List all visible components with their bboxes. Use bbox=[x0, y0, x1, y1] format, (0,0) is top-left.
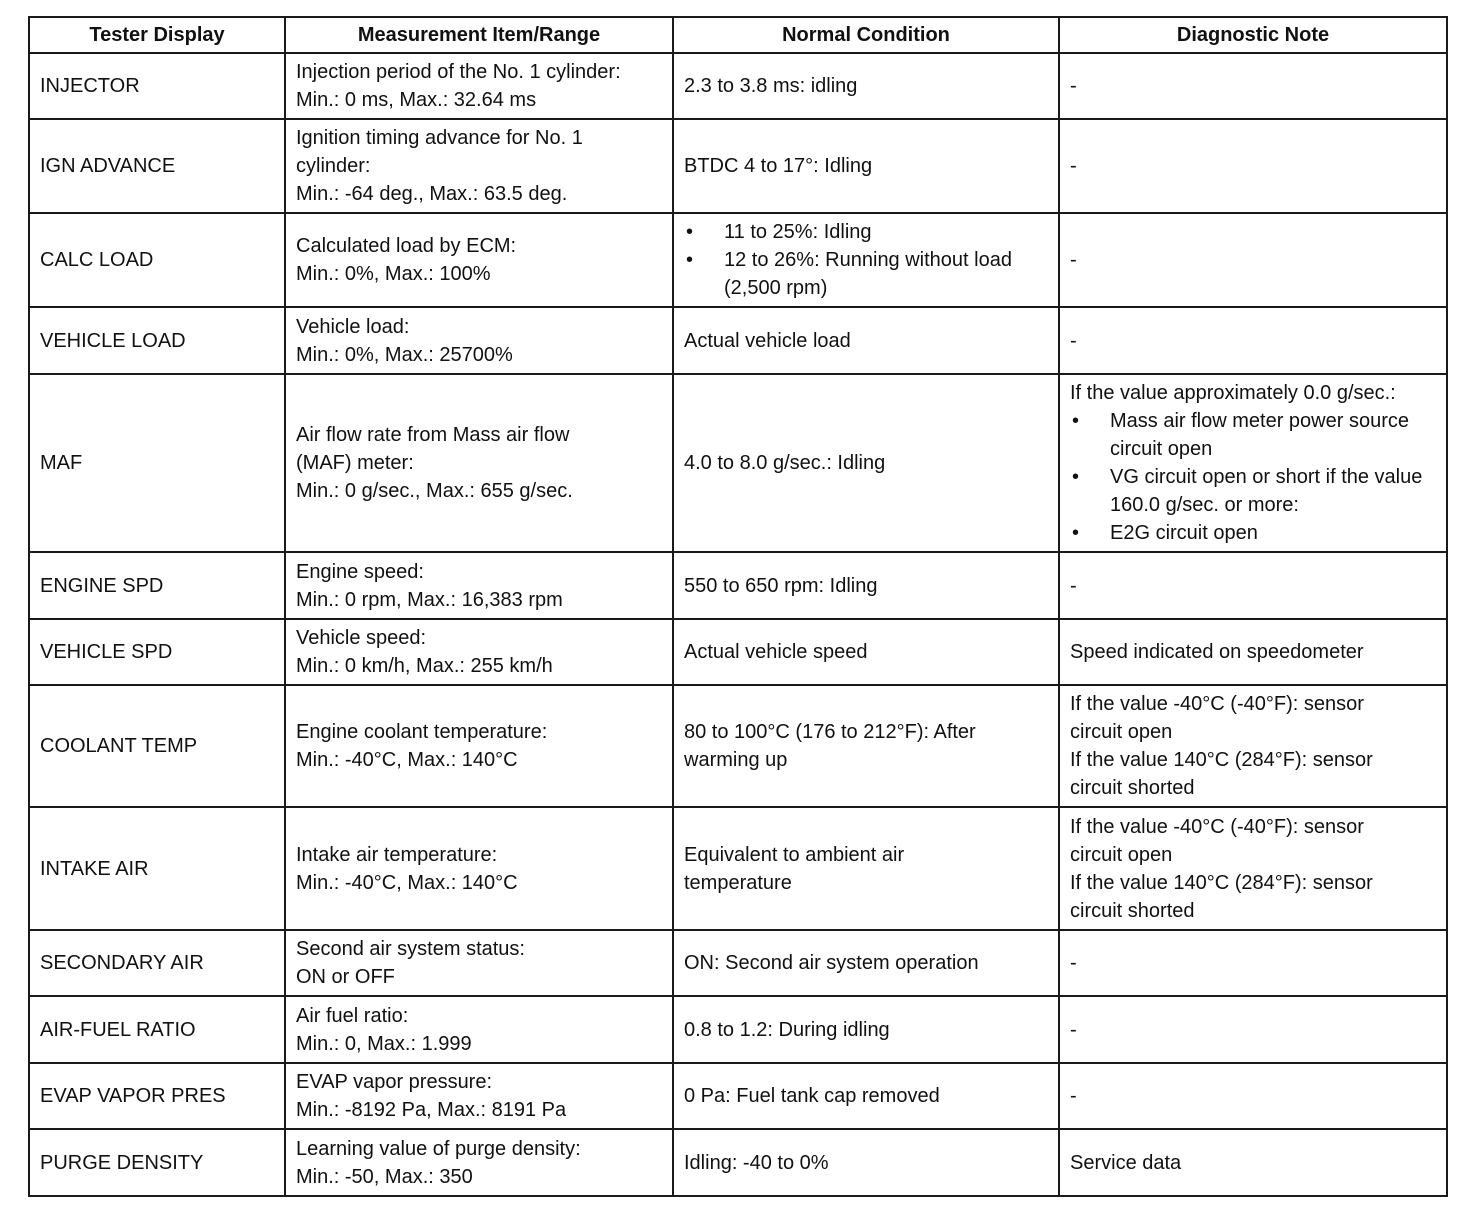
data-list-table bbox=[28, 16, 1448, 1197]
table-row bbox=[29, 552, 1447, 619]
cell-measurement-item bbox=[285, 1129, 673, 1196]
table-row bbox=[29, 1063, 1447, 1129]
cell-normal-condition bbox=[673, 307, 1059, 374]
cell-measurement-item bbox=[285, 807, 673, 930]
measurement-line: Min.: 0 ms, Max.: 32.64 ms bbox=[296, 89, 537, 111]
cell-measurement-item bbox=[285, 374, 673, 552]
measurement-line: Min.: 0 rpm, Max.: 16,383 rpm bbox=[296, 588, 563, 611]
cell-diagnostic-note bbox=[1059, 807, 1447, 930]
cell-normal-condition bbox=[673, 807, 1059, 930]
diagnostic-note-line: - bbox=[1070, 329, 1077, 352]
measurement-line: Learning value of purge density: bbox=[296, 1137, 581, 1160]
diagnostic-note-line: - bbox=[1070, 249, 1077, 271]
bullet-icon: • bbox=[1072, 466, 1080, 488]
normal-condition-line: Equivalent to ambient air bbox=[684, 843, 905, 866]
table-row bbox=[29, 213, 1447, 307]
diagnostic-note-bullet-text: Mass air flow meter power source circuit open bbox=[1110, 410, 1409, 460]
cell-tester-display: INJECTOR bbox=[29, 53, 285, 119]
cell-normal-condition bbox=[673, 619, 1059, 685]
cell-diagnostic-note bbox=[1059, 213, 1447, 307]
measurement-line: Vehicle load: bbox=[296, 315, 410, 338]
measurement-line: Calculated load by ECM: bbox=[296, 235, 517, 257]
diagnostic-note-line: Service data bbox=[1070, 1151, 1182, 1174]
cell-normal-condition bbox=[673, 1129, 1059, 1196]
normal-condition-bullet-item bbox=[684, 246, 1048, 302]
normal-condition-line: ON: Second air system operation bbox=[684, 952, 979, 974]
header-normal-condition: Normal Condition bbox=[673, 17, 1059, 53]
table-row bbox=[29, 1129, 1447, 1196]
cell-measurement-item bbox=[285, 930, 673, 996]
cell-measurement-item bbox=[285, 996, 673, 1063]
cell-normal-condition bbox=[673, 53, 1059, 119]
cell-diagnostic-note bbox=[1059, 53, 1447, 119]
normal-condition-line: temperature bbox=[684, 871, 792, 894]
diagnostic-note-line: If the value -40°C (-40°F): sensor bbox=[1070, 693, 1364, 715]
measurement-line: cylinder: bbox=[296, 155, 371, 177]
bullet-icon: • bbox=[686, 221, 694, 243]
diagnostic-note-line: circuit open bbox=[1070, 721, 1173, 743]
diagnostic-note-line: If the value -40°C (-40°F): sensor bbox=[1070, 815, 1364, 838]
measurement-line: Injection period of the No. 1 cylinder: bbox=[296, 61, 621, 83]
table-row bbox=[29, 307, 1447, 374]
cell-normal-condition bbox=[673, 552, 1059, 619]
table-row bbox=[29, 807, 1447, 930]
normal-condition-line: warming up bbox=[684, 749, 788, 771]
diagnostic-note-bullet-list bbox=[1070, 407, 1442, 547]
cell-tester-display: PURGE DENSITY bbox=[29, 1129, 285, 1196]
cell-measurement-item bbox=[285, 619, 673, 685]
cell-normal-condition bbox=[673, 119, 1059, 213]
normal-condition-line: 2.3 to 3.8 ms: idling bbox=[684, 75, 858, 97]
cell-tester-display: MAF bbox=[29, 374, 285, 552]
measurement-line: ON or OFF bbox=[296, 966, 395, 988]
diagnostic-note-line: - bbox=[1070, 574, 1077, 597]
diagnostic-note-line: Speed indicated on speedometer bbox=[1070, 641, 1364, 663]
diagnostic-note-line: circuit shorted bbox=[1070, 899, 1195, 922]
cell-normal-condition bbox=[673, 685, 1059, 807]
measurement-line: Air flow rate from Mass air flow bbox=[296, 424, 570, 446]
header-diagnostic-note: Diagnostic Note bbox=[1059, 17, 1447, 53]
diagnostic-note-line: If the value 140°C (284°F): sensor bbox=[1070, 871, 1373, 894]
cell-measurement-item bbox=[285, 685, 673, 807]
table-row bbox=[29, 53, 1447, 119]
cell-diagnostic-note bbox=[1059, 996, 1447, 1063]
header-tester-display: Tester Display bbox=[29, 17, 285, 53]
measurement-line: Min.: -8192 Pa, Max.: 8191 Pa bbox=[296, 1099, 567, 1121]
measurement-line: Min.: 0, Max.: 1.999 bbox=[296, 1032, 472, 1055]
diagnostic-note-line: - bbox=[1070, 155, 1077, 177]
diagnostic-note-line: - bbox=[1070, 952, 1077, 974]
measurement-line: Vehicle speed: bbox=[296, 627, 427, 649]
measurement-line: Min.: 0 km/h, Max.: 255 km/h bbox=[296, 655, 553, 677]
cell-tester-display: CALC LOAD bbox=[29, 213, 285, 307]
diagnostic-note-bullet-text: E2G circuit open bbox=[1110, 522, 1258, 544]
table-row bbox=[29, 619, 1447, 685]
measurement-line: Min.: 0%, Max.: 25700% bbox=[296, 343, 513, 366]
normal-condition-line: BTDC 4 to 17°: Idling bbox=[684, 155, 873, 177]
cell-measurement-item bbox=[285, 53, 673, 119]
measurement-line: Air fuel ratio: bbox=[296, 1004, 409, 1027]
cell-tester-display: IGN ADVANCE bbox=[29, 119, 285, 213]
cell-normal-condition bbox=[673, 996, 1059, 1063]
diagnostic-note-bullet-text: VG circuit open or short if the value 160.0 g/sec. or more: bbox=[1110, 466, 1423, 516]
diagnostic-note-bullet-item bbox=[1070, 407, 1442, 463]
measurement-line: Min.: 0 g/sec., Max.: 655 g/sec. bbox=[296, 480, 573, 502]
normal-condition-line: Actual vehicle load bbox=[684, 329, 851, 352]
cell-diagnostic-note bbox=[1059, 374, 1447, 552]
normal-condition-line: Actual vehicle speed bbox=[684, 641, 868, 663]
cell-diagnostic-note bbox=[1059, 1129, 1447, 1196]
cell-measurement-item bbox=[285, 119, 673, 213]
measurement-line: Min.: -50, Max.: 350 bbox=[296, 1165, 473, 1188]
diagnostic-note-line: circuit shorted bbox=[1070, 777, 1195, 799]
measurement-line: Min.: 0%, Max.: 100% bbox=[296, 263, 491, 285]
cell-tester-display: EVAP VAPOR PRES bbox=[29, 1063, 285, 1129]
cell-measurement-item bbox=[285, 307, 673, 374]
cell-diagnostic-note bbox=[1059, 552, 1447, 619]
bullet-icon: • bbox=[1072, 522, 1080, 544]
measurement-line: Second air system status: bbox=[296, 938, 525, 960]
cell-normal-condition bbox=[673, 213, 1059, 307]
normal-condition-line: Idling: -40 to 0% bbox=[684, 1151, 829, 1174]
diagnostic-note-bullet-item bbox=[1070, 463, 1442, 519]
normal-condition-bullet-list bbox=[684, 218, 1048, 302]
cell-tester-display: VEHICLE SPD bbox=[29, 619, 285, 685]
cell-measurement-item bbox=[285, 213, 673, 307]
cell-measurement-item bbox=[285, 1063, 673, 1129]
cell-diagnostic-note bbox=[1059, 307, 1447, 374]
cell-normal-condition bbox=[673, 1063, 1059, 1129]
cell-tester-display: AIR-FUEL RATIO bbox=[29, 996, 285, 1063]
cell-normal-condition bbox=[673, 374, 1059, 552]
normal-condition-bullet-text: 12 to 26%: Running without load (2,500 rpm) bbox=[724, 249, 1012, 299]
normal-condition-line: 0.8 to 1.2: During idling bbox=[684, 1018, 890, 1041]
measurement-line: Min.: -64 deg., Max.: 63.5 deg. bbox=[296, 183, 568, 205]
bullet-icon: • bbox=[1072, 410, 1080, 432]
cell-diagnostic-note bbox=[1059, 1063, 1447, 1129]
cell-tester-display: ENGINE SPD bbox=[29, 552, 285, 619]
diagnostic-note-line: - bbox=[1070, 1085, 1077, 1107]
normal-condition-line: 550 to 650 rpm: Idling bbox=[684, 574, 878, 597]
measurement-line: Ignition timing advance for No. 1 bbox=[296, 127, 583, 149]
diagnostic-note-line: - bbox=[1070, 1018, 1077, 1041]
measurement-line: Engine speed: bbox=[296, 560, 424, 583]
normal-condition-line: 80 to 100°C (176 to 212°F): After bbox=[684, 721, 976, 743]
table-row bbox=[29, 685, 1447, 807]
cell-tester-display: SECONDARY AIR bbox=[29, 930, 285, 996]
measurement-line: EVAP vapor pressure: bbox=[296, 1071, 493, 1093]
measurement-line: (MAF) meter: bbox=[296, 452, 414, 474]
normal-condition-line: 4.0 to 8.0 g/sec.: Idling bbox=[684, 452, 886, 474]
cell-diagnostic-note bbox=[1059, 930, 1447, 996]
measurement-line: Intake air temperature: bbox=[296, 843, 498, 866]
measurement-line: Engine coolant temperature: bbox=[296, 721, 548, 743]
cell-measurement-item bbox=[285, 552, 673, 619]
diagnostic-note-line: If the value 140°C (284°F): sensor bbox=[1070, 749, 1373, 771]
cell-diagnostic-note bbox=[1059, 119, 1447, 213]
normal-condition-line: 0 Pa: Fuel tank cap removed bbox=[684, 1085, 940, 1107]
diagnostic-note-line: - bbox=[1070, 75, 1077, 97]
cell-tester-display: INTAKE AIR bbox=[29, 807, 285, 930]
normal-condition-bullet-item bbox=[684, 218, 1048, 246]
cell-diagnostic-note bbox=[1059, 685, 1447, 807]
measurement-line: Min.: -40°C, Max.: 140°C bbox=[296, 871, 518, 894]
diagnostic-note-bullet-item bbox=[1070, 519, 1442, 547]
header-measurement-item: Measurement Item/Range bbox=[285, 17, 673, 53]
measurement-line: Min.: -40°C, Max.: 140°C bbox=[296, 749, 518, 771]
header-row bbox=[29, 17, 1447, 53]
table-row bbox=[29, 996, 1447, 1063]
table-row bbox=[29, 374, 1447, 552]
cell-normal-condition bbox=[673, 930, 1059, 996]
table-row bbox=[29, 119, 1447, 213]
diagnostic-note-intro: If the value approximately 0.0 g/sec.: bbox=[1070, 382, 1396, 404]
cell-diagnostic-note bbox=[1059, 619, 1447, 685]
normal-condition-bullet-text: 11 to 25%: Idling bbox=[724, 221, 872, 243]
table-row bbox=[29, 930, 1447, 996]
cell-tester-display: VEHICLE LOAD bbox=[29, 307, 285, 374]
diagnostic-note-line: circuit open bbox=[1070, 843, 1173, 866]
cell-tester-display: COOLANT TEMP bbox=[29, 685, 285, 807]
bullet-icon: • bbox=[686, 249, 694, 271]
